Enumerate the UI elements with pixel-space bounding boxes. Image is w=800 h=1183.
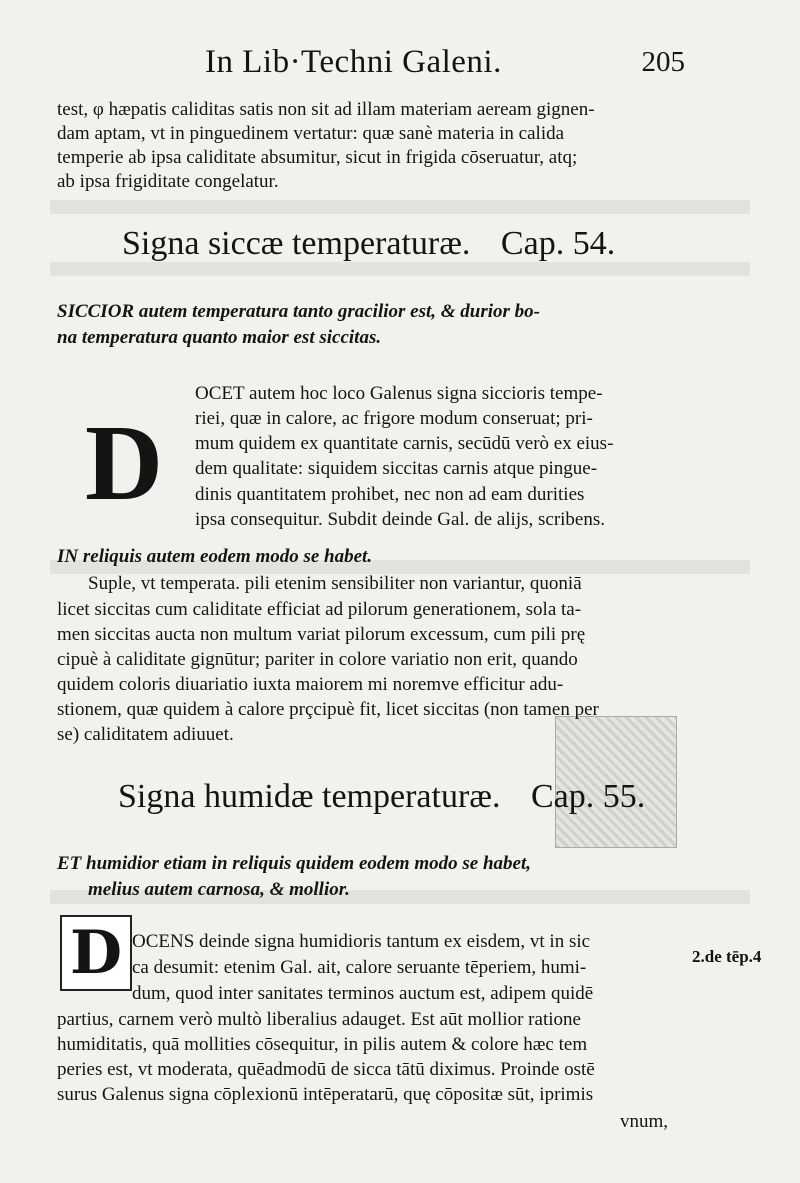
text-line: dem qualitate: siquidem siccitas carnis atque pingue- — [195, 458, 598, 479]
text-line: mum quidem ex quantitate carnis, secūdū verò ex eius- — [195, 433, 614, 454]
text-line: cipuè à caliditate gignūtur; pariter in colore variatio non erit, quando — [57, 649, 578, 670]
aphorism-line: ET humidior etiam in reliquis quidem eodem modo se habet, — [57, 853, 531, 874]
text-line: ipsa consequitur. Subdit deinde Gal. de alijs, scribens. — [195, 509, 606, 530]
text-line: OCENS deinde signa humidioris tantum ex eisdem, vt in sic — [132, 931, 591, 952]
bleed-through-shade — [50, 200, 750, 214]
text-line: peries est, vt moderata, quēadmodū de sicca tātū diximus. Proinde ostē — [57, 1059, 595, 1080]
margin-note: 2.de tēp.4 — [692, 947, 762, 966]
text-line: stionem, quæ quidem à calore prçcipuè fit, licet siccitas (non tamen per — [57, 699, 599, 720]
lemma-line: IN reliquis autem eodem modo se habet. — [57, 546, 373, 567]
text-line: dum, quod inter sanitates terminos auctum est, adipem quidē — [132, 983, 594, 1004]
catchword: vnum, — [620, 1111, 669, 1132]
initial-letter: D — [69, 918, 123, 988]
running-head: In Lib·Techni Galeni. — [205, 44, 502, 80]
chapter-title: Signa siccæ temperaturæ. — [122, 225, 471, 262]
bleed-through-shade — [50, 262, 750, 276]
text-line: dinis quantitatem prohibet, nec non ad eam durities — [195, 484, 585, 505]
text-line: quidem coloris diuariatio iuxta maiorem mi noremve efficitur adu- — [57, 674, 564, 695]
aphorism-line: melius autem carnosa, & mollior. — [88, 879, 350, 900]
text-line: ca desumit: etenim Gal. ait, calore seruante tēperiem, humi- — [132, 957, 587, 978]
page-number: 205 — [641, 46, 685, 78]
text-line: licet siccitas cum caliditate efficiat ad pilorum generationem, sola ta- — [57, 599, 582, 620]
chapter-number: Cap. 55. — [530, 778, 646, 815]
text-line: dam aptam, vt in pinguedinem vertatur: quæ sanè materia in calida — [57, 123, 565, 144]
aphorism-line: SICCIOR autem temperatura tanto gracilior est, & durior bo- — [57, 301, 540, 322]
text-line: partius, carnem verò multò liberalius adauget. Est aūt mollior ratione — [57, 1009, 581, 1030]
aphorism-line: na temperatura quanto maior est siccitas. — [57, 327, 382, 348]
text-line: OCET autem hoc loco Galenus signa siccioris tempe- — [195, 383, 603, 404]
text-line: riei, quæ in calore, ac frigore modum conseruat; pri- — [195, 408, 593, 429]
drop-cap: D — [85, 404, 163, 523]
text-line: temperie ab ipsa caliditate absumitur, sicut in frigida cōseruatur, atq; — [57, 147, 578, 168]
chapter-title: Signa humidæ temperaturæ. — [118, 778, 501, 815]
text-line: men siccitas aucta non multum variat pilorum excessum, cum pili prę — [57, 624, 586, 645]
text-line: Suple, vt temperata. pili etenim sensibiliter non variantur, quoniā — [88, 573, 582, 594]
chapter-heading — [118, 778, 645, 816]
page-header — [205, 44, 685, 84]
decorated-initial — [60, 915, 132, 991]
text-line: humiditatis, quā mollities cōsequitur, in pilis autem & colore hæc tem — [57, 1034, 588, 1055]
text-line: ab ipsa frigiditate congelatur. — [57, 171, 279, 192]
chapter-heading — [122, 225, 615, 263]
text-line: se) caliditatem adiuuet. — [57, 724, 234, 745]
chapter-number: Cap. 54. — [500, 225, 616, 262]
text-line: surus Galenus signa cōplexionū intēperatarū, quę cōpositæ sūt, iprimis — [57, 1084, 594, 1105]
text-line: test, φ hæpatis caliditas satis non sit ad illam materiam aeream gignen- — [57, 99, 595, 120]
